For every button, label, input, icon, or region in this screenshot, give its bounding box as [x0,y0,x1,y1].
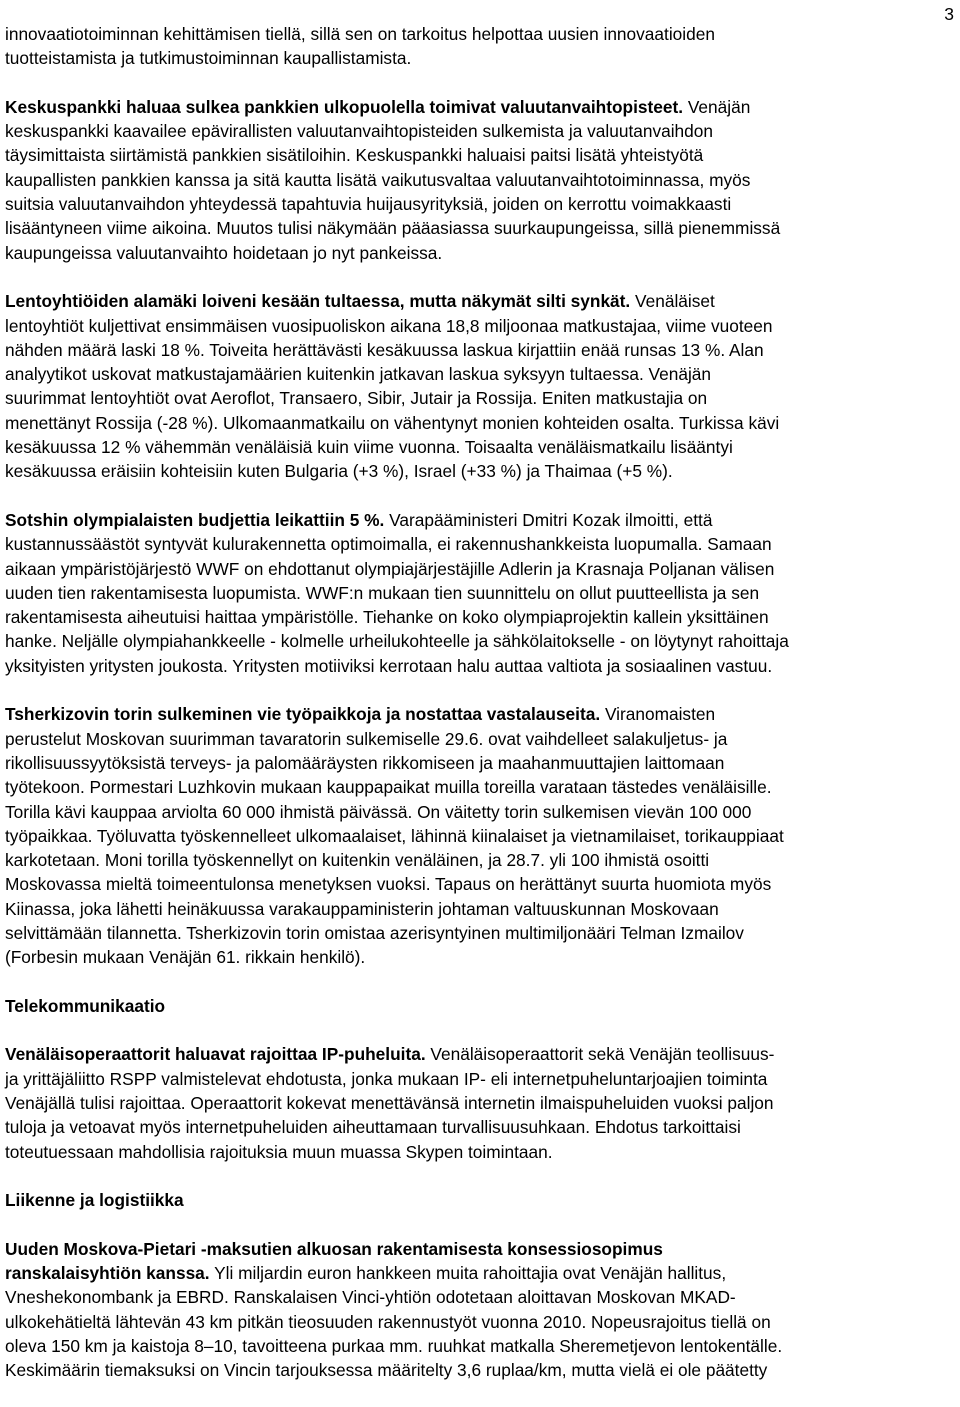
text-run: täysimittaista siirtämistä pankkien sisätiloihin. Keskuspankki haluaisi paitsi lisätä yhteistyötä [5,145,704,166]
text-run: keskuspankki kaavailee epävirallisten valuutanvaihtopisteiden sulkemista ja valuutanvaihdon [5,121,713,142]
text-line [5,800,940,824]
text-line [5,775,940,799]
text-run: toteutuessaan mahdollisia rajoituksia muun muassa Skypen toimintaan. [5,1141,553,1162]
text-run: Yli miljardin euron hankkeen muita rahoittajia ovat Venäjän hallitus, [209,1263,727,1284]
text-line [5,1067,940,1091]
text-line [5,143,940,167]
text-run: Moskovassa mieltä toimeentulonsa menetyksen vuoksi. Tapaus on herättänyt suurta huomiota myös [5,874,772,895]
text-run: työtekoon. Pormestari Luzhkovin mukaan kauppapaikat muilla toreilla varataan tästedes venäläisille. [5,777,772,798]
text-run: suitsia valuutanvaihdon yhteydessä tapahtuvia huijausyrityksiä, joiden on kerrottu voimakkaasti [5,194,732,215]
article-paragraph [5,702,940,969]
text-line [5,1091,940,1115]
text-line [5,386,940,410]
text-run: yksityisten yritysten joukosta. Yritysten motiiviksi kerrotaan halu auttaa valtiota ja sosiaalinen vastuu. [5,655,773,676]
text-line [5,46,940,70]
text-run: karkotetaan. Moni torilla työskennellyt on kuitenkin venäläinen, ja 28.7. yli 100 ihmistä osoitti [5,850,710,871]
article-paragraph [5,1042,940,1163]
text-line [5,1358,940,1382]
text-line [5,945,940,969]
text-line [5,314,940,338]
lead-sentence: Lentoyhtiöiden alamäki loiveni kesään tultaessa, mutta näkymät silti synkät. [5,291,631,312]
text-run: perustelut Moskovan suurimman tavaratorin sulkemiselle 29.6. ovat vaihdelleet salakuljetus- ja [5,728,728,749]
text-line [5,897,940,921]
text-line [5,95,940,119]
text-line [5,435,940,459]
text-line [5,1334,940,1358]
text-run: työpaikkaa. Työluvatta työskennelleet ulkomaalaiset, lähinnä kiinalaiset ja vietnamilaiset, torikauppiaat [5,825,784,846]
article-paragraph [5,289,940,483]
text-run: menettänyt Rossija (-28 %). Ulkomaanmatkailu on vähentynyt monien kohteiden osalta. Turkissa kävi [5,412,780,433]
text-run: kaupungeissa valuutanvaihto hoidetaan jo nyt pankeissa. [5,242,443,263]
text-run: rakentamisesta aiheutuisi haittaa ympäristölle. Tiehanke on koko olympiaprojektin kallein yksittäinen [5,607,769,628]
text-run: Kiinassa, joka lähetti heinäkuussa varakauppaministerin johtaman valtuuskunnan Moskovaan [5,898,719,919]
text-line [5,119,940,143]
text-run: tuotteistamista ja tutkimustoiminnan kaupallistamista. [5,48,412,69]
section-heading: Liikenne ja logistiikka [5,1190,184,1211]
text-line [5,1115,940,1139]
text-run: Vneshekonombank ja EBRD. Ranskalaisen Vinci-yhtiön odotetaan aloittavan Moskovan MKAD- [5,1287,736,1308]
text-line [5,362,940,386]
text-run: tuloja ja vetoavat myös internetpuheluiden aiheuttamaan turvallisuusuhkaan. Ehdotus tarkoittaisi [5,1117,741,1138]
text-line [5,1310,940,1334]
text-run: kesäkuussa eräisiin kohteisiin kuten Bulgaria (+3 %), Israel (+33 %) ja Thaimaa (+5 %). [5,461,673,482]
text-line [5,557,940,581]
text-line [5,1261,940,1285]
text-line [5,1042,940,1066]
text-line [5,508,940,532]
text-line [5,654,940,678]
text-line [5,532,940,556]
text-run: Varapääministeri Dmitri Kozak ilmoitti, että [384,509,713,530]
text-run: rikollisuussyytöksistä terveys- ja palomääräysten rikkomiseen ja maahanmuuttajien laittomaan [5,752,725,773]
lead-sentence: ranskalaisyhtiön kanssa. [5,1263,210,1284]
text-run: analyytikot uskovat matkustajamäärien kuitenkin jatkavan laskua syksyyn tultaessa. Venäjän [5,364,712,385]
text-line [5,872,940,896]
text-line [5,192,940,216]
text-line [5,168,940,192]
text-line [5,338,940,362]
text-run: suurimmat lentoyhtiöt ovat Aeroflot, Transaero, Sibir, Jutair ja Rossija. Eniten matkustajia on [5,388,708,409]
text-line [5,605,940,629]
text-line [5,848,940,872]
text-run: Venäläiset [630,291,715,312]
text-run: ja yrittäjäliitto RSPP valmistelevat ehdotusta, jonka mukaan IP- eli internetpuheluntarjoajien toiminta [5,1068,768,1089]
text-run: aikaan ympäristöjärjestö WWF on ehdottanut olympiajärjestäjille Adlerin ja Krasnaja Poljanan välisen [5,558,775,579]
text-line [5,22,940,46]
lead-sentence: Tsherkizovin torin sulkeminen vie työpaikkoja ja nostattaa vastalauseita. [5,704,601,725]
article-paragraph [5,95,940,265]
text-line [5,1285,940,1309]
article-paragraph [5,22,940,71]
text-line [5,241,940,265]
text-line [5,629,940,653]
text-line [5,1140,940,1164]
text-line [5,702,940,726]
lead-sentence: Sotshin olympialaisten budjettia leikattiin 5 %. [5,509,385,530]
text-run: Venäjän [683,96,751,117]
text-run: kaupallisten pankkien kanssa ja sitä kautta lisätä vaikutusvaltaa valuutanvaihtotoiminnassa, myös [5,169,751,190]
text-run: lisääntyneen viime aikoina. Muutos tulisi näkymään pääasiassa suurkaupungeissa, sillä pienemmissä [5,218,781,239]
text-run: innovaatiotoiminnan kehittämisen tiellä, sillä sen on tarkoitus helpottaa uusien innovaatioiden [5,24,715,44]
text-line [5,921,940,945]
article-paragraph [5,1237,940,1383]
text-run: kustannussäästöt syntyvät kulurakennetta optimoimalla, ei rakennushankkeista luopumalla. Samaan [5,534,772,555]
lead-sentence: Venäläisoperaattorit haluavat rajoittaa IP-puheluita. [5,1044,426,1065]
text-line [5,459,940,483]
text-run: kesäkuussa 12 % vähemmän venäläisiä kuin viime vuonna. Toisaalta venäläismatkailu lisääntyi [5,437,733,458]
document-body [5,22,940,1407]
text-run: Viranomaisten [600,704,716,725]
text-run: Torilla kävi kauppaa arviolta 60 000 ihmistä päivässä. On väitetty torin sulkemisen vievän 100 000 [5,801,752,822]
text-run: Venäläisoperaattorit sekä Venäjän teollisuus- [425,1044,775,1065]
text-line [5,824,940,848]
lead-sentence: Keskuspankki haluaa sulkea pankkien ulkopuolella toimivat valuutanvaihtopisteet. [5,96,684,117]
section-heading: Telekommunikaatio [5,995,166,1016]
text-run: oleva 150 km ja kaistoja 8–10, tavoitteena purkaa mm. ruuhkat matkalla Sheremetjevon lentokentälle. [5,1336,783,1357]
article-paragraph [5,508,940,678]
text-run: Keskimäärin tiemaksuksi on Vincin tarjouksessa määritelty 3,6 ruplaa/km, mutta vielä ei ole päätetty [5,1360,768,1381]
text-line [5,216,940,240]
text-line [5,1237,940,1261]
text-run: selvittämään tilannetta. Tsherkizovin torin omistaa azerisyntyinen multimiljonääri Telman Izmailov [5,922,744,943]
text-line [5,581,940,605]
lead-sentence: Uuden Moskova-Pietari -maksutien alkuosan rakentamisesta konsessiosopimus [5,1238,663,1259]
text-line [5,289,940,313]
text-run: (Forbesin mukaan Venäjän 61. rikkain henkilö). [5,947,366,968]
text-line [5,727,940,751]
text-run: hanke. Neljälle olympiahankkeelle - kolmelle urheilukohteelle ja sähkölaitokselle - on löytynyt rahoittaja [5,631,789,652]
page-number: 3 [944,4,954,24]
text-run: Venäjällä tulisi rajoittaa. Operaattorit kokevat menettävänsä internetin ilmaispuheluiden vuoksi paljon [5,1093,774,1114]
text-line [5,751,940,775]
text-run: lentoyhtiöt kuljettivat ensimmäisen vuosipuoliskon aikana 18,8 miljoonaa matkustajaa, viime vuoteen [5,315,773,336]
text-run: ulkokehätieltä lähtevän 43 km pitkän tieosuuden rakennustyöt vuonna 2010. Nopeusrajoitus tiellä on [5,1311,771,1332]
text-run: nähden määrä laski 18 %. Toiveita herättävästi kesäkuussa laskua kirjattiin enää runsas 13 %. Alan [5,339,764,360]
text-line [5,411,940,435]
text-run: uuden tien rakentamisesta luopumista. WWF:n mukaan tien suunnittelu on ollut puutteellista ja sen [5,582,760,603]
